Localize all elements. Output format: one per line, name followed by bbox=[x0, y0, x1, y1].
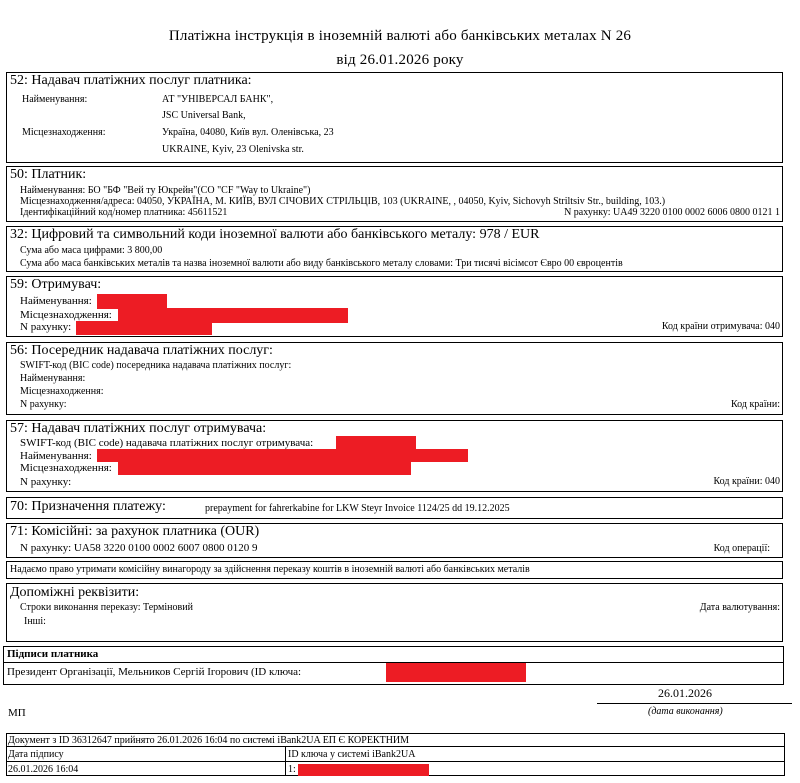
section-52-header: 52: Надавач платіжних послуг платника: bbox=[10, 73, 252, 88]
redacted-recipient-bank-swift bbox=[336, 436, 416, 450]
acceptance-row-divider-1 bbox=[6, 746, 785, 747]
intermediary-account-label: N рахунку: bbox=[20, 399, 67, 410]
payment-purpose: prepayment for fahrerkabine for LKW Steyr Invoice 1124/25 dd 19.12.2025 bbox=[205, 503, 510, 514]
section-50-header: 50: Платник: bbox=[10, 167, 87, 182]
section-70-header: 70: Призначення платежу: bbox=[10, 499, 166, 514]
acceptance-line: Документ з ID 36312647 прийнято 26.01.2026 16:04 по системі iBank2UA ЕП Є КОРЕКТНИМ bbox=[8, 735, 410, 746]
execution-date-caption: (дата виконання) bbox=[648, 706, 723, 717]
recipient-bank-account-label: N рахунку: bbox=[20, 476, 72, 488]
redacted-recipient-bank-location bbox=[118, 461, 411, 475]
amount-words: Сума або маса банківських металів та назва іноземної валюти або виду банківського металу словами: Три тисячі вісімсот Євро 00 євроцентів bbox=[20, 258, 623, 269]
bank-location-ua: Україна, 04080, Київ вул. Оленівська, 23 bbox=[162, 127, 334, 138]
redacted-recipient-account bbox=[76, 321, 212, 335]
section-57-header: 57: Надавач платіжних послуг отримувача: bbox=[10, 421, 267, 436]
transfer-terms: Строки виконання переказу: Терміновий bbox=[20, 602, 193, 613]
section-59-header: 59: Отримувач: bbox=[10, 277, 102, 292]
document-title: Платіжна інструкція в іноземній валюті або банківських металах N 26 bbox=[168, 28, 632, 44]
recipient-bank-location-label: Місцезнаходження: bbox=[20, 462, 112, 474]
bank-name-label: Найменування: bbox=[22, 94, 88, 105]
extra-header: Допоміжні реквізити: bbox=[10, 585, 140, 600]
recipient-bank-country-code: Код країни: 040 bbox=[713, 476, 780, 487]
acceptance-row-divider-2 bbox=[6, 761, 785, 762]
stamp-label: МП bbox=[8, 707, 26, 719]
amount-figures: Сума або маса цифрами: 3 800,00 bbox=[20, 245, 163, 256]
commission-account: N рахунку: UA58 3220 0100 0002 6007 0800 0120 9 bbox=[20, 542, 258, 554]
recipient-account-label: N рахунку: bbox=[20, 321, 72, 333]
payer-id: Ідентифікаційний код/номер платника: 45611521 bbox=[20, 207, 228, 218]
sign-date-value: 26.01.2026 16:04 bbox=[8, 764, 79, 775]
signer-line: Президент Організації, Мельников Сергій Ігорович (ID ключа: bbox=[7, 666, 302, 678]
section-56-header: 56: Посередник надавача платіжних послуг: bbox=[10, 343, 273, 358]
section-32-header: 32: Цифровий та символьний коди іноземної валюти або банківського металу: 978 / EUR bbox=[10, 227, 540, 242]
payer-name: Найменування: БО "БФ "Вей ту Юкрейн"(CO "CF "Way to Ukraine") bbox=[20, 185, 311, 196]
recipient-name-label: Найменування: bbox=[20, 295, 92, 307]
redacted-signer-key-id bbox=[386, 663, 526, 682]
intermediary-country-label: Код країни: bbox=[730, 399, 780, 410]
payer-account: N рахунку: UA49 3220 0100 0002 6006 0800 0121 1 bbox=[564, 207, 780, 218]
recipient-country-code: Код країни отримувача: 040 bbox=[661, 321, 780, 332]
sign-date-header: Дата підпису bbox=[8, 749, 64, 760]
recipient-bank-name-label: Найменування: bbox=[20, 450, 92, 462]
document-date: від 26.01.2026 року bbox=[336, 52, 464, 68]
acceptance-col-divider bbox=[285, 746, 286, 776]
commission-consent-text: Надаємо право утримати комісійну винагороду за здійснення переказу коштів в іноземній валюті або банківських металів bbox=[10, 564, 530, 575]
value-date-label: Дата валютування: bbox=[699, 602, 780, 613]
recipient-bank-swift-label: SWIFT-код (BIC code) надавача платіжних послуг отримувача: bbox=[20, 437, 314, 449]
recipient-location-label: Місцезнаходження: bbox=[20, 309, 112, 321]
section-71-header: 71: Комісійні: за рахунок платника (OUR) bbox=[10, 524, 260, 539]
signatures-header: Підписи платника bbox=[7, 648, 99, 660]
intermediary-swift-label: SWIFT-код (BIC code) посередника надавача платіжних послуг: bbox=[20, 360, 292, 371]
intermediary-name-label: Найменування: bbox=[20, 373, 86, 384]
payer-address: Місцезнаходження/адреса: 04050, УКРАЇНА, М. КИЇВ, ВУЛ СІЧОВИХ СТРІЛЬЦІВ, 103 (UKRAINE, , 04050, Kyiv, Sichovyh Striltsiv Str., building, 103.) bbox=[20, 196, 666, 207]
execution-date: 26.01.2026 bbox=[658, 686, 712, 700]
bank-name-ua: АТ "УНІВЕРСАЛ БАНК", bbox=[162, 94, 274, 105]
redacted-recipient-name bbox=[97, 294, 167, 309]
key-id-value: 1: bbox=[288, 764, 296, 775]
bank-name-en: JSC Universal Bank, bbox=[162, 110, 246, 121]
operation-code-label: Код операції: bbox=[713, 543, 770, 554]
intermediary-location-label: Місцезнаходження: bbox=[20, 386, 104, 397]
execution-date-line bbox=[597, 703, 792, 704]
other-label: Інші: bbox=[24, 616, 46, 627]
bank-location-label: Місцезнаходження: bbox=[22, 127, 106, 138]
bank-location-en: UKRAINE, Kyiv, 23 Olenivska str. bbox=[162, 144, 304, 155]
key-id-header: ID ключа у системі iBank2UA bbox=[288, 749, 416, 760]
redacted-key-id bbox=[298, 764, 429, 776]
